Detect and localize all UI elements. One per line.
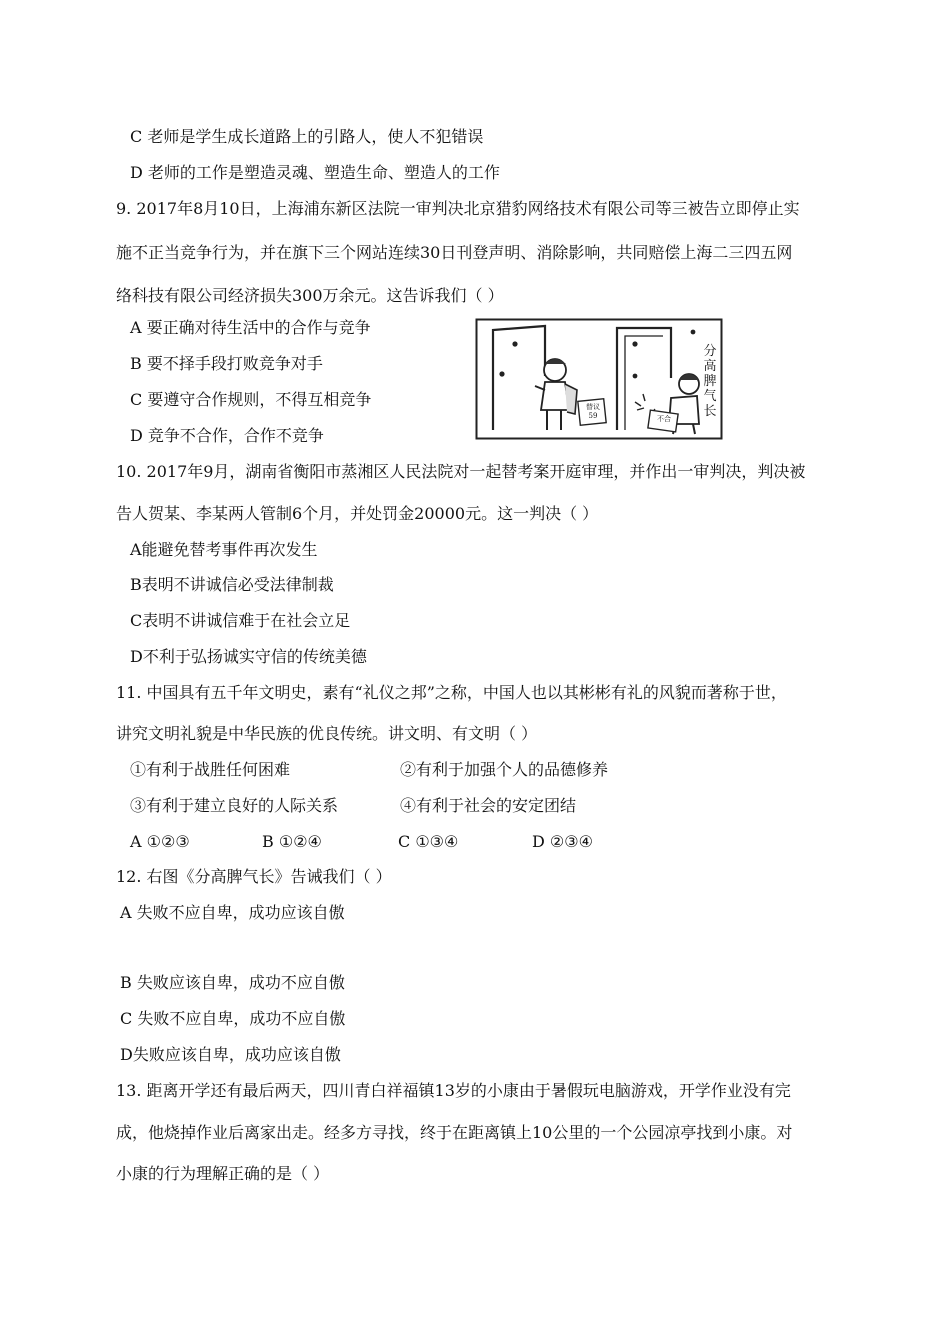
text-line: C表明不讲诚信难于在社会立足 [130,611,351,630]
text-line: C 要遵守合作规则，不得互相竞争 [130,390,372,409]
text-line: 11. 中国具有五千年文明史，素有“礼仪之邦”之称，中国人也以其彬彬有礼的风貌而著称于世， [116,683,787,702]
text-line: 讲究文明礼貌是中华民族的优良传统。讲文明、有文明（ ） [116,724,538,743]
text-line: 施不正当竞争行为，并在旗下三个网站连续30日刊登声明、消除影响，共同赔偿上海二三四五网 [116,243,793,262]
text-line: A 要正确对待生活中的合作与竞争 [130,318,371,337]
text-line: A 失败不应自卑，成功应该自傲 [120,903,345,922]
text-line: 12. 右图《分高脾气长》告诫我们（ ） [116,867,392,886]
text-line: B 失败应该自卑，成功不应自傲 [120,973,345,992]
cartoon-caption [701,344,719,419]
text-line: 10. 2017年9月，湖南省衡阳市蒸湘区人民法院对一起替考案开庭审理，并作出一审判决，判决被 [116,462,806,481]
text-line: B表明不讲诚信必受法律制裁 [130,575,334,594]
text-line: B 要不择手段打败竞争对手 [130,354,323,373]
cartoon-paper-left: 替议 59 [586,403,600,420]
text-line: A能避免替考事件再次发生 [130,540,318,559]
text-line: 9. 2017年8月10日，上海浦东新区法院一审判决北京猎豹网络技术有限公司等三被告立即停止实 [116,199,800,218]
text-line: C ①③④ [398,832,459,851]
text-line: C 老师是学生成长道路上的引路人，使人不犯错误 [130,127,484,146]
cartoon-drawing [475,318,723,440]
caption-char: 脾 [703,374,717,389]
text-line: 成，他烧掉作业后离家出走。经多方寻找，终于在距离镇上10公里的一个公园凉亭找到小康。对 [116,1123,793,1142]
text-line: D 老师的工作是塑造灵魂、塑造生命、塑造人的工作 [130,163,500,182]
text-line: D不利于弘扬诚实守信的传统美德 [130,647,367,666]
text-line: ②有利于加强个人的品德修养 [400,760,609,779]
text-line: D ②③④ [532,832,593,851]
text-line: A ①②③ [130,832,190,851]
text-line: C 失败不应自卑，成功不应自傲 [120,1009,346,1028]
cartoon-paper-right: 不合 [657,415,671,423]
text-line: 告人贺某、李某两人管制6个月，并处罚金20000元。这一判决（ ） [116,504,599,523]
text-line: D失败应该自卑，成功应该自傲 [120,1045,341,1064]
text-line: 13. 距离开学还有最后两天，四川青白祥福镇13岁的小康由于暑假玩电脑游戏，开学作业没有完 [116,1081,791,1100]
cartoon-image [475,318,723,440]
text-line: D 竞争不合作，合作不竞争 [130,426,324,445]
text-line: ①有利于战胜任何困难 [130,760,291,779]
text-line: 络科技有限公司经济损失300万余元。这告诉我们（ ） [116,286,504,305]
caption-char: 分 [703,344,717,359]
caption-char: 气 [703,389,717,404]
caption-char: 长 [703,404,717,419]
text-line: ④有利于社会的安定团结 [400,796,577,815]
text-line: B ①②④ [262,832,322,851]
text-line: 小康的行为理解正确的是（ ） [116,1164,330,1183]
text-line: ③有利于建立良好的人际关系 [130,796,339,815]
caption-char: 高 [703,359,717,374]
